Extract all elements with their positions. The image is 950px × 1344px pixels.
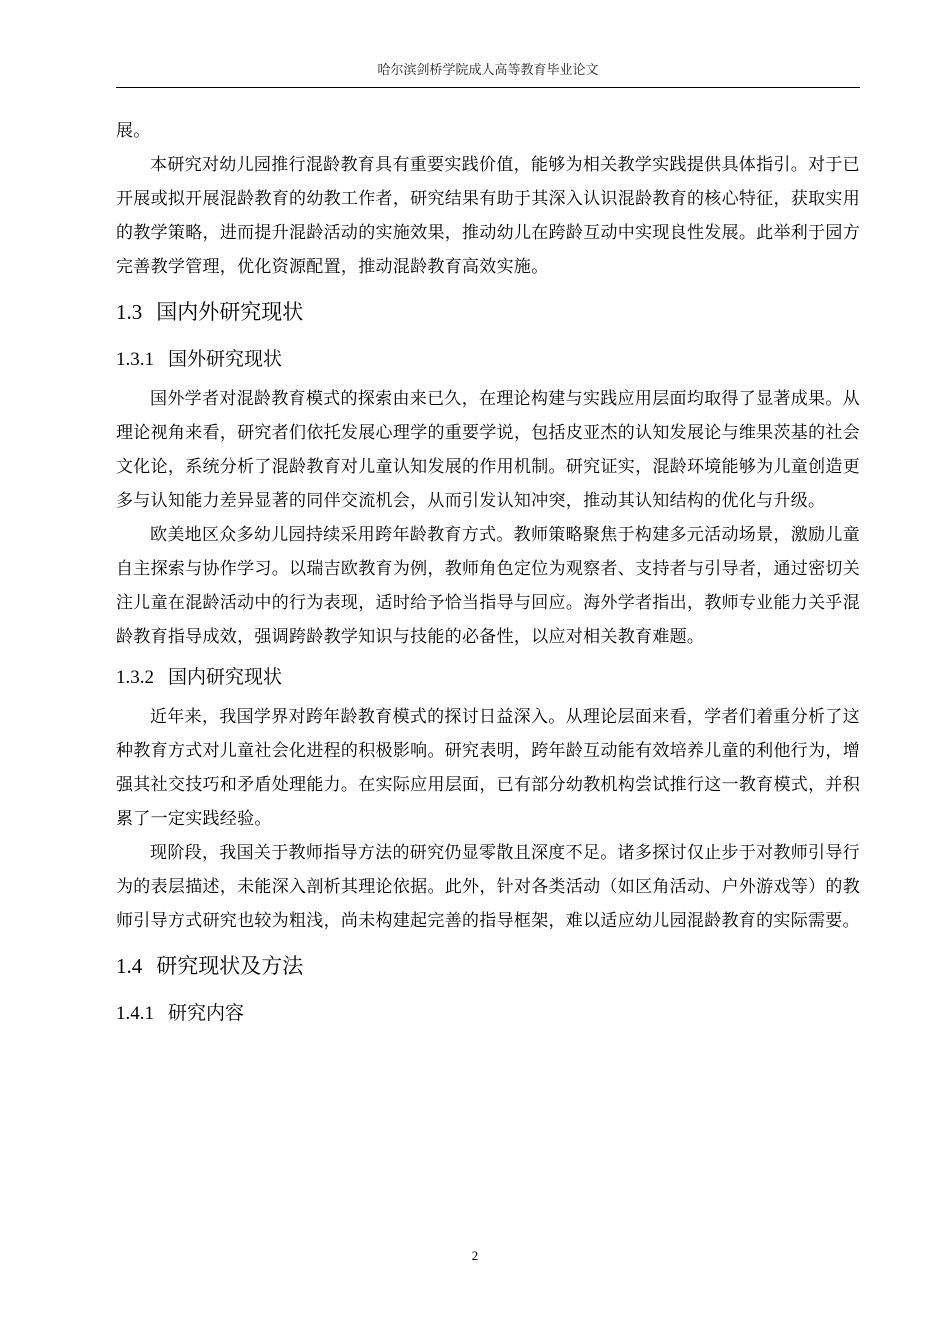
subsection-heading-1-4-1 (116, 990, 860, 1036)
section-heading-1-4 (116, 942, 860, 990)
running-header: 哈尔滨剑桥学院成人高等教育毕业论文 (377, 63, 599, 78)
section-title: 研究现状及方法 (156, 954, 304, 978)
paragraph-domestic-gaps: 现阶段，我国关于教师指导方法的研究仍显零散且深度不足。诸多探讨仅止步于对教师引导行为的表层描述，未能深入剖析其理论依据。此外，针对各类活动（如区角活动、户外游戏等）的教师引导方式研究也较为粗浅，尚未构建起完善的指导框架，难以适应幼儿园混龄教育的实际需要。 (116, 843, 860, 931)
paragraph-research-value: 本研究对幼儿园推行混龄教育具有重要实践价值，能够为相关教学实践提供具体指引。对于已开展或拟开展混龄教育的幼教工作者，研究结果有助于其深入认识混龄教育的核心特征，获取实用的教学策略，进而提升混龄活动的实施效果，推动幼儿在跨龄互动中实现良性发展。此举利于园方完善教学管理，优化资源配置，推动混龄教育高效实施。 (116, 155, 860, 277)
subsection-number: 1.4.1 (116, 1003, 154, 1024)
paragraph-continuation: 展。 (116, 121, 151, 141)
subsection-heading-1-3-2 (116, 654, 860, 700)
section-heading-1-3 (116, 288, 860, 336)
subsection-title: 研究内容 (168, 1002, 245, 1024)
subsection-number: 1.3.2 (116, 667, 154, 688)
paragraph-domestic-theory: 近年来，我国学界对跨年龄教育模式的探讨日益深入。从理论层面来看，学者们着重分析了这种教育方式对儿童社会化进程的积极影响。研究表明，跨年龄互动能有效培养儿童的利他行为，增强其社交技巧和矛盾处理能力。在实际应用层面，已有部分幼教机构尝试推行这一教育模式，并积累了一定实践经验。 (116, 707, 860, 829)
subsection-heading-1-3-1 (116, 336, 860, 382)
section-number: 1.4 (116, 954, 143, 978)
section-number: 1.3 (116, 300, 143, 324)
page-number: 2 (471, 1248, 479, 1263)
page-body (116, 114, 860, 1036)
subsection-title: 国内研究现状 (168, 666, 283, 688)
section-title: 国内外研究现状 (156, 300, 304, 324)
paragraph-foreign-theory: 国外学者对混龄教育模式的探索由来已久，在理论构建与实践应用层面均取得了显著成果。从理论视角来看，研究者们依托发展心理学的重要学说，包括皮亚杰的认知发展论与维果茨基的社会文化论，系统分析了混龄教育对儿童认知发展的作用机制。研究证实，混龄环境能够为儿童创造更多与认知能力差异显著的同伴交流机会，从而引发认知冲突，推动其认知结构的优化与升级。 (116, 389, 860, 511)
subsection-title: 国外研究现状 (168, 348, 283, 370)
paragraph-foreign-practice: 欧美地区众多幼儿园持续采用跨年龄教育方式。教师策略聚焦于构建多元活动场景，激励儿童自主探索与协作学习。以瑞吉欧教育为例，教师角色定位为观察者、支持者与引导者，通过密切关注儿童在混龄活动中的行为表现，适时给予恰当指导与回应。海外学者指出，教师专业能力关乎混龄教育指导成效，强调跨龄教学知识与技能的必备性，以应对相关教育难题。 (116, 525, 860, 647)
header-divider (116, 87, 860, 88)
subsection-number: 1.3.1 (116, 349, 154, 370)
